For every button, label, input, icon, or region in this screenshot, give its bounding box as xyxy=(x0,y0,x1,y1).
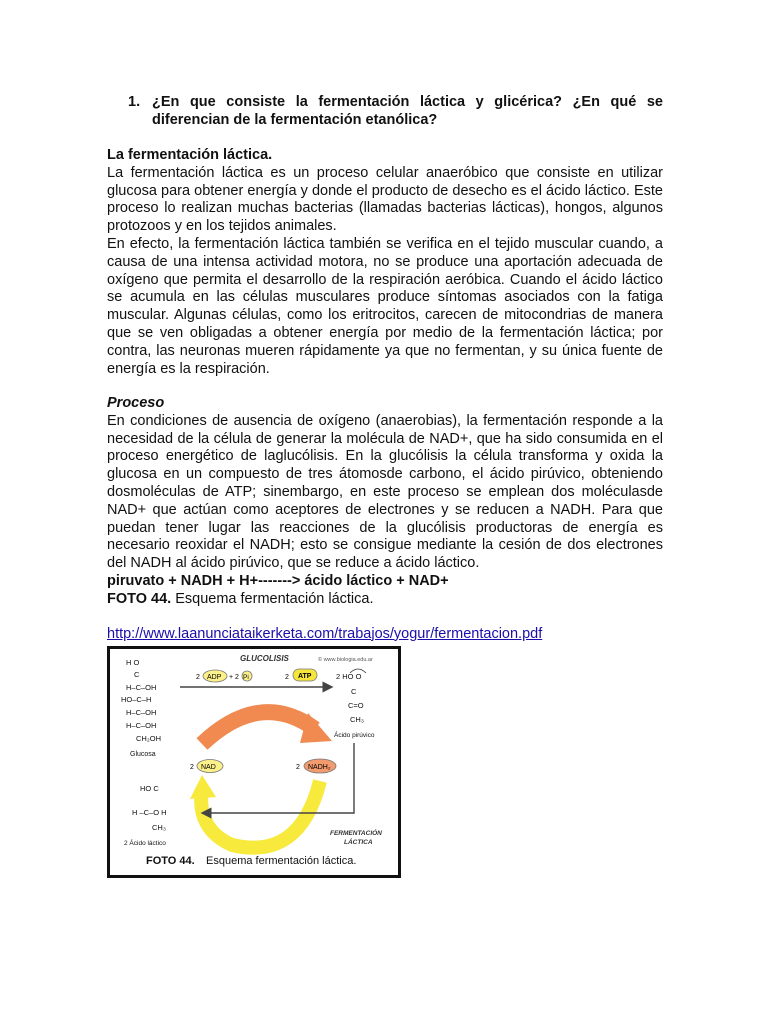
pi-label: Pi xyxy=(243,674,249,681)
figure-caption-text: Esquema fermentación láctica. xyxy=(206,855,357,867)
figure-caption-label: FOTO 44. xyxy=(146,855,195,867)
adp-plus: + 2 xyxy=(229,674,239,681)
glucose-label: Glucosa xyxy=(130,751,156,758)
section-heading-process: Proceso xyxy=(107,395,165,411)
lactic-line-2: H –C–O H xyxy=(132,808,167,817)
fermentation-diagram xyxy=(107,646,401,878)
atp-label: ATP xyxy=(298,673,312,680)
yellow-cycle-arrow xyxy=(201,781,320,848)
paragraph-lactic-2: En efecto, la fermentación láctica también se verifica en el tejido muscular cuando, a causa de una intensa actividad motora, no se produce una aportación adecuada de oxígeno que permita el desarrollo de la respiración aeróbica. Cuando el ácido láctico se acumula en las células musculares produce síntomas asociados con la fatiga muscular. Algunas células, como los eritrocitos, carecen de mitocondrias de manera que se ven obligadas a obtener energía por medio de la fermentación láctica; por contra, las neuronas mueren rápidamente ya que no fermentan, y su única fuente de energía es la respiración. xyxy=(107,235,663,377)
reaction-equation: piruvato + NADH + H+-------> ácido láctico + NAD+ xyxy=(107,572,449,589)
source-link-line xyxy=(107,626,663,644)
question-number: 1. xyxy=(128,94,141,110)
nad-coefficient: 2 xyxy=(190,764,194,771)
glucose-line-7: CH₂OH xyxy=(136,734,161,743)
figure-reference-label: FOTO 44. xyxy=(107,590,172,607)
glucose-line-6: H–C–OH xyxy=(126,721,157,730)
glucose-line-1: H O xyxy=(126,658,140,667)
pyruvic-line-4: CH₃ xyxy=(350,715,364,724)
orange-cycle-arrow xyxy=(202,712,315,744)
pyruvic-line-1: 2 HO O xyxy=(336,672,362,681)
glucose-line-3: H–C–OH xyxy=(126,683,157,692)
pyruvic-line-3: C=O xyxy=(348,701,364,710)
pyruvic-line-2: C xyxy=(351,687,357,696)
section-heading-lactic: La fermentación láctica. xyxy=(107,147,273,163)
lactic-structure xyxy=(124,784,167,847)
pyruvic-label: Ácido pirúvico xyxy=(334,732,375,739)
source-link[interactable]: http://www.laanunciataikerketa.com/trabajos/yogur/fermentacion.pdf xyxy=(107,625,543,642)
lactic-line-1: HO C xyxy=(140,784,159,793)
lactic-line-3: CH₃ xyxy=(152,823,166,832)
pyruvic-structure xyxy=(334,672,375,739)
yellow-arrowhead xyxy=(190,775,216,799)
atp-coefficient: 2 xyxy=(285,674,289,681)
nadh-coefficient: 2 xyxy=(296,764,300,771)
fermentation-arrow xyxy=(206,743,354,813)
paragraph-process: En condiciones de ausencia de oxígeno (anaerobias), la fermentación responde a la necesidad de la célula de generar la molécula de NAD+, que ha sido consumida en el proceso energético de laglucólisis. En la glucólisis la célula transforma y oxida la glucosa en un compuesto de tres átomosde carbono, el ácido pirúvico, obteniendo dosmoléculas de ATP; sinembargo, en este proceso se emplean dos moléculasde NAD+ que actúan como aceptores de electrones y se reducen a NADH. Para que puedan tener lugar las reacciones de la glucólisis productoras de energía es necesario reoxidar el NADH; esto se consigue mediante la cesión de dos electrones del NADH al ácido pirúvico, que se reduce a ácido láctico. xyxy=(107,412,663,572)
fermentation-label-2: LÁCTICA xyxy=(344,839,373,846)
nad-label: NAD xyxy=(201,764,216,771)
lactic-label: 2 Ácido láctico xyxy=(124,840,166,847)
adp-coefficient: 2 xyxy=(196,674,200,681)
figure-reference xyxy=(107,591,663,609)
fermentation-label-1: FERMENTACIÓN xyxy=(330,830,382,837)
question-1 xyxy=(128,93,663,129)
glucose-line-2: C xyxy=(134,670,140,679)
figure-reference-text: Esquema fermentación láctica. xyxy=(171,590,374,607)
section-process xyxy=(107,395,663,643)
watermark-text: © www.biologia.edu.ar xyxy=(318,657,373,663)
glycolysis-title: GLUCOLISIS xyxy=(240,654,289,663)
diagram-svg xyxy=(110,649,398,875)
glucose-line-5: H–C–OH xyxy=(126,708,157,717)
nadh-label: NADH₂ xyxy=(308,764,331,771)
glucose-line-4: HO–C–H xyxy=(121,695,152,704)
paragraph-lactic-1: La fermentación láctica es un proceso celular anaeróbico que consiste en utilizar glucosa para obtener energía y donde el producto de desecho es el ácido láctico. Este proceso lo realizan muchas bacterias (llamadas bacterias lácticas), hongos, algunos protozoos y en los tejidos animales. xyxy=(107,164,663,235)
question-text: ¿En que consiste la fermentación láctica y glicérica? ¿En qué se diferencian de la fermentación etanólica? xyxy=(152,94,663,128)
section-lactic-fermentation xyxy=(107,147,663,378)
adp-label: ADP xyxy=(207,674,222,681)
glucose-structure xyxy=(121,658,161,758)
